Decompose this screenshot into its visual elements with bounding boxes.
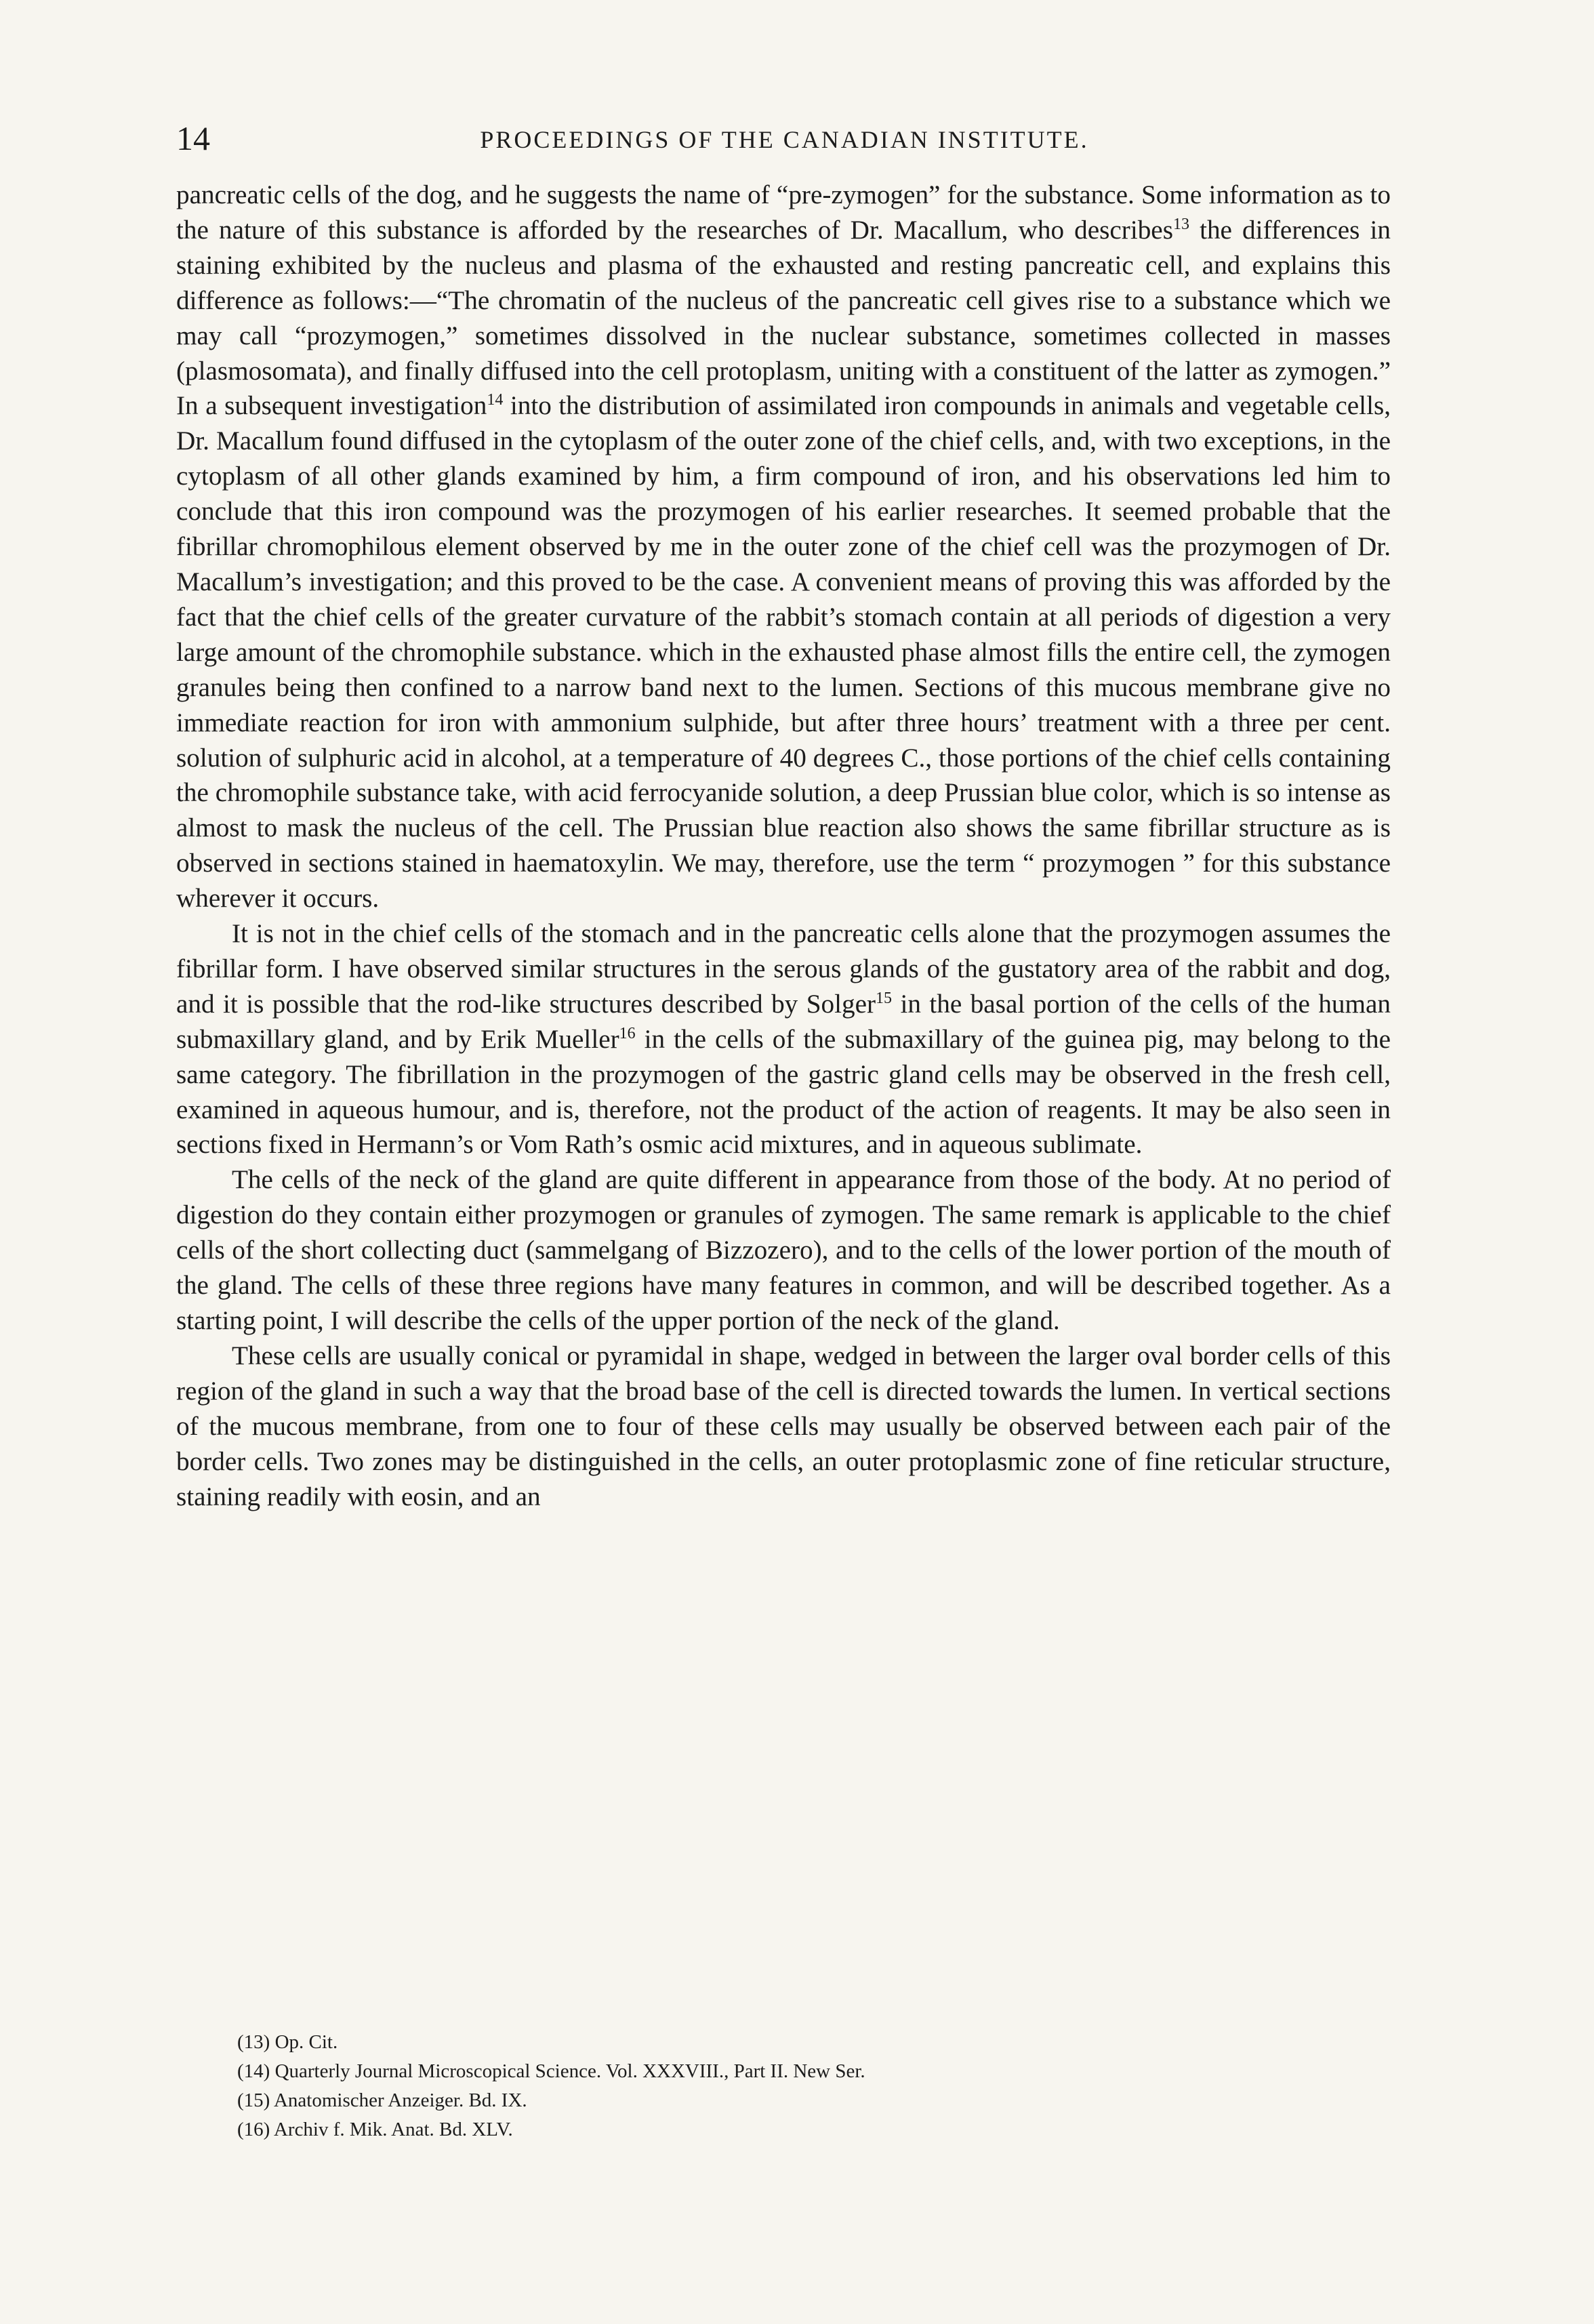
footnote-reference: 15 (876, 989, 893, 1007)
footnote-reference: 13 (1172, 215, 1189, 233)
footnote: (13) Op. Cit. (237, 2031, 338, 2053)
paragraph (176, 1162, 1391, 1339)
footnote-reference: 14 (487, 391, 504, 409)
paragraph-text: into the distribution of assimilated iron compounds in animals and vegetable cells, Dr. Macallum found diffused in the cytoplasm of the outer zone of the chief cells, and, with two exceptions, in the cytoplasm of all other glands examined by him, a firm compound of iron, and his observations led him to conclude that this iron compound was the prozymogen of his earlier researches. It seemed probable that the fibrillar chromophilous element observed by me in the outer zone of the chief cell was the prozymogen of Dr. Macallum’s investigation; and this proved to be the case. A convenient means of proving this was afforded by the fact that the chief cells of the greater curvature of the rabbit’s stomach contain at all periods of digestion a very large amount of the chromophile substance. which in the exhausted phase almost fills the entire cell, the zymogen granules being then confined to a narrow band next to the lumen. Sections of this mucous membrane give no immediate reaction for iron with ammonium sulphide, but after three hours’ treatment with a three per cent. solution of sulphuric acid in alcohol, at a temperature of 40 degrees C., those portions of the chief cells containing the chromophile substance take, with acid ferrocyanide solution, a deep Prussian blue color, which is so intense as almost to mask the nucleus of the cell. The Prussian blue reaction also shows the same fibrillar structure as is observed in sections stained in haematoxylin. We may, therefore, use the term “ prozymogen ” for this substance wherever it occurs. (176, 391, 1391, 914)
paragraph-text: the differences in staining exhibited by the nucleus and plasma of the exhausted and resting pancreatic cell, and explains this difference as follows:—“The chromatin of the nucleus of the pancreatic cell gives rise to a substance which we may call “prozymogen,” sometimes dissolved in the nuclear substance, sometimes collected in masses (plasmosomata), and finally diffused into the cell protoplasm, uniting with a constituent of the latter as zymogen.” In a subsequent investigation (176, 215, 1391, 421)
paragraph-text: in the cells of the submaxillary of the guinea pig, may belong to the same category. The fibrillation in the prozymogen of the gastric gland cells may be observed in the fresh cell, examined in aqueous humour, and is, therefore, not the product of the action of reagents. It may be also seen in sections fixed in Hermann’s or Vom Rath’s osmic acid mixtures, and in aqueous sublimate. (176, 1024, 1391, 1160)
paragraph-text: pancreatic cells of the dog, and he suggests the name of “pre-zymogen” for the substance. Some information as to the nature of this substance is afforded by the researches of Dr. Macallum, who describes (176, 180, 1391, 245)
paragraph-text: The cells of the neck of the gland are quite different in appearance from those of the body. At no period of digestion do they contain either prozymogen or granules of zymogen. The same remark is applicable to the chief cells of the short collecting duct (sammelgang of Bizzozero), and to the cells of the lower portion of the mouth of the gland. The cells of these three regions have many features in common, and will be described together. As a starting point, I will describe the cells of the upper portion of the neck of the gland. (176, 1165, 1391, 1335)
paragraph-text: These cells are usually conical or pyramidal in shape, wedged in between the larger oval border cells of this region of the gland in such a way that the broad base of the cell is directed towards the lumen. In vertical sections of the mucous membrane, from one to four of these cells may usually be observed between each pair of the border cells. Two zones may be distinguished in the cells, an outer protoplasmic zone of fine reticular structure, staining readily with eosin, and an (176, 1341, 1391, 1511)
paragraph (176, 916, 1391, 1162)
footnotes (237, 2028, 1254, 2144)
paragraph-text: It is not in the chief cells of the stomach and in the pancreatic cells alone that the prozymogen assumes the fibrillar form. I have observed similar structures in the serous glands of the gustatory area of the rabbit and dog, and it is possible that the rod-like structures described by Solger (176, 919, 1391, 1019)
paragraph (176, 178, 1391, 916)
footnote: (16) Archiv f. Mik. Anat. Bd. XLV. (237, 2119, 513, 2140)
footnote: (15) Anatomischer Anzeiger. Bd. IX. (237, 2089, 527, 2111)
footnote: (14) Quarterly Journal Microscopical Science. Vol. XXXVIII., Part II. New Ser. (237, 2060, 865, 2082)
body-text (176, 178, 1391, 1514)
page-header (176, 118, 1393, 159)
page-number: 14 (176, 119, 210, 157)
paragraph (176, 1339, 1391, 1515)
running-title: PROCEEDINGS OF THE CANADIAN INSTITUTE. (480, 126, 1089, 153)
paragraph-text: in the basal portion of the cells of the human submaxillary gland, and by Erik Mueller (176, 989, 1391, 1054)
footnote-reference: 16 (619, 1024, 636, 1042)
